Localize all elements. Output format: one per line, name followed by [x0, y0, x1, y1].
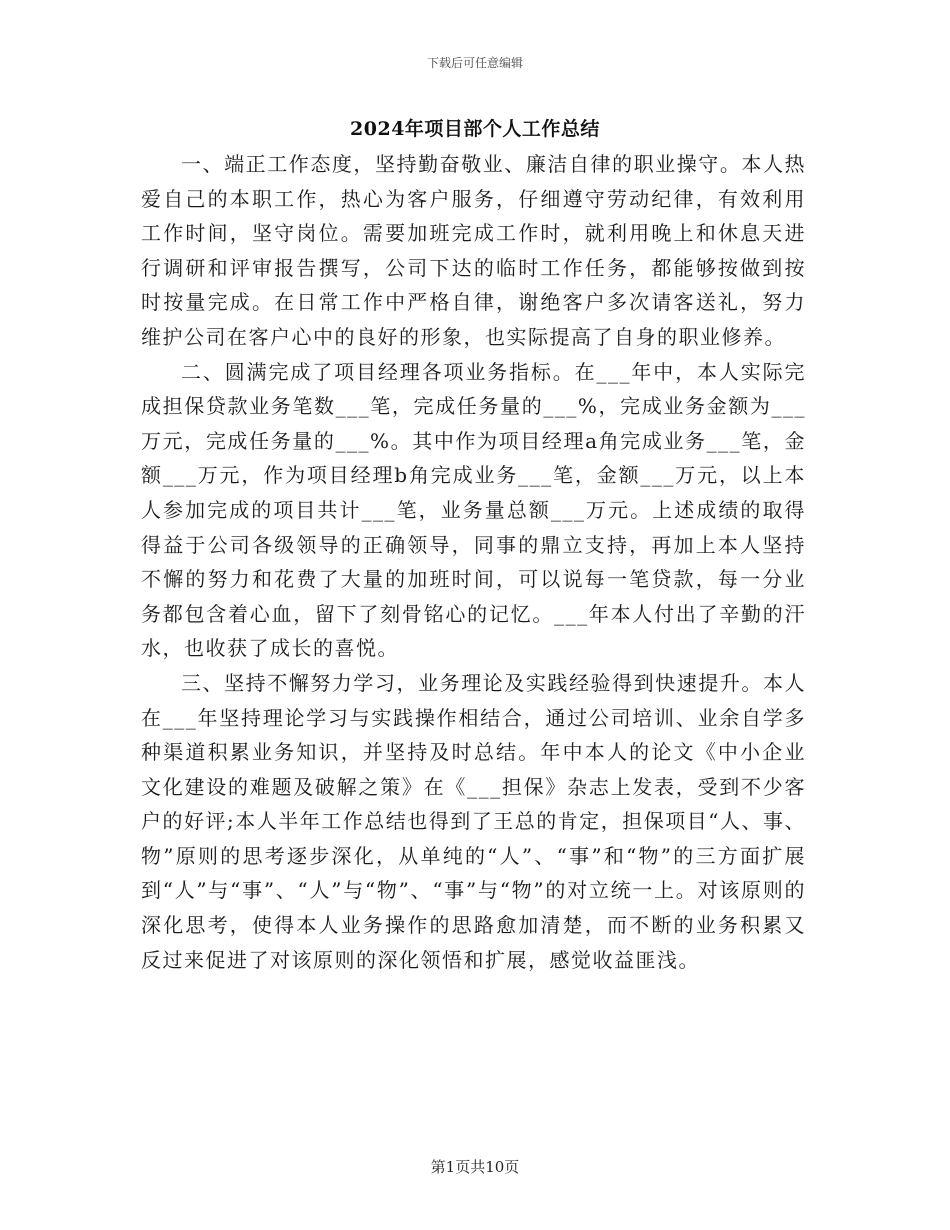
- paragraph-business-targets: 二、圆满完成了项目经理各项业务指标。在___年中，本人实际完成担保贷款业务笔数___笔，完成任务量的___%，完成业务金额为___万元，完成任务量的___%。其中作为项目经理a角完成业务___笔，金额___万元，作为项目经理b角完成业务___笔，金额___万元，以上本人参加完成的项目共计___笔，业务量总额___万元。上述成绩的取得得益于公司各级领导的正确领导，同事的鼎立支持，再加上本人坚持不懈的努力和花费了大量的加班时间，可以说每一笔贷款，每一分业务都包含着心血，留下了刻骨铭心的记忆。___年本人付出了辛勤的汗水，也收获了成长的喜悦。: [141, 359, 806, 661]
- header-note: 下载后可任意编辑: [426, 56, 523, 70]
- paragraph-work-attitude: 一、端正工作态度，坚持勤奋敬业、廉洁自律的职业操守。本人热爱自己的本职工作，热心为客户服务，仔细遵守劳动纪律，有效利用工作时间，坚守岗位。需要加班完成工作时，就利用晚上和休息天进行调研和评审报告撰写，公司下达的临时工作任务，都能够按做到按时按量完成。在日常工作中严格自律，谢绝客户多次请客送礼，努力维护公司在客户心中的良好的形象，也实际提高了自身的职业修养。: [141, 152, 806, 349]
- page-title: 2024年项目部个人工作总结: [350, 118, 600, 140]
- page-footer: 第1页共10页: [430, 1158, 520, 1176]
- document-body: [141, 147, 806, 977]
- paragraph-learning: 三、坚持不懈努力学习，业务理论及实践经验得到快速提升。本人在___年坚持理论学习与实践操作相结合，通过公司培训、业余自学多种渠道积累业务知识，并坚持及时总结。年中本人的论文《中小企业文化建设的难题及破解之策》在《___担保》杂志上发表，受到不少客户的好评;本人半年工作总结也得到了王总的肯定，担保项目“人、事、物”原则的思考逐步深化，从单纯的“人”、“事”和“物”的三方面扩展到“人”与“事”、“人”与“物”、“事”与“物”的对立统一上。对该原则的深化思考，使得本人业务操作的思路愈加清楚，而不断的业务积累又反过来促进了对该原则的深化领悟和扩展，感觉收益匪浅。: [141, 670, 806, 972]
